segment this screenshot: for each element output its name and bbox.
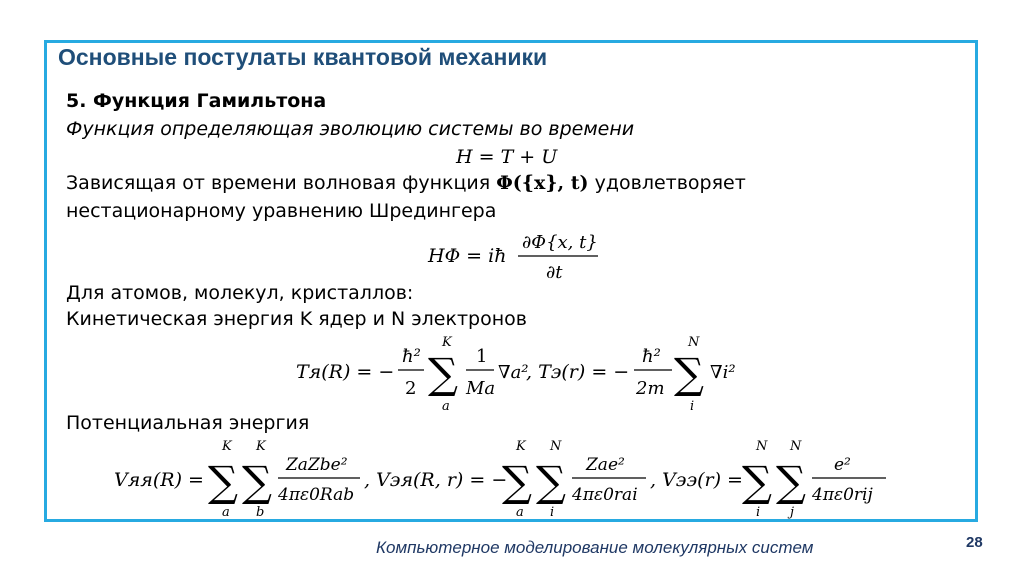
potential-ee-sum-i: i	[756, 505, 761, 520]
subtitle: Функция определяющая эволюцию системы во времени	[66, 118, 635, 140]
potential-nn-lhs: Vяя(R) =	[114, 469, 204, 491]
section-heading: 5. Функция Гамильтона	[66, 90, 327, 112]
potential-ne-denominator: 4πε0rai	[572, 485, 638, 505]
svg-text:∑: ∑	[502, 457, 532, 506]
kinetic-electron-lhs: , Tэ(r) = −	[526, 361, 630, 383]
potential-nn-numerator: ZaZbe²	[286, 455, 348, 475]
svg-text:∑: ∑	[536, 457, 566, 506]
svg-text:∑: ∑	[242, 457, 272, 506]
kinetic-sum-a: a	[442, 399, 450, 414]
kinetic-hbar2: ħ²	[402, 346, 421, 367]
potential-ee-sum-N1: N	[756, 439, 768, 454]
svg-text:∑: ∑	[208, 457, 238, 506]
text-time-dependent-part1: Зависящая от времени волновая функция	[66, 172, 491, 194]
text-time-dependent-part2: удовлетворяет	[594, 172, 746, 194]
kinetic-sum-i: i	[690, 399, 695, 414]
potential-ee-sum-j: j	[790, 505, 795, 520]
potential-nn-sum-K2: K	[256, 439, 266, 454]
footer-text: Компьютерное моделирование молекулярных систем	[376, 538, 814, 557]
text-time-dependent	[66, 172, 746, 194]
equation-potential	[110, 434, 910, 520]
page-number: 28	[966, 534, 983, 551]
kinetic-sum-N: N	[688, 335, 700, 350]
potential-nn-sum-K1: K	[222, 439, 232, 454]
kinetic-nabla-i: ∇i²	[710, 362, 736, 383]
schrodinger-denominator: ∂t	[546, 262, 563, 283]
potential-ne-sum-K: K	[516, 439, 526, 454]
wavefunction-symbol: Φ({x}, t)	[496, 172, 589, 194]
kinetic-hbar2-e: ħ²	[642, 346, 661, 367]
text-kinetic: Кинетическая энергия K ядер и N электронов	[66, 308, 527, 330]
schrodinger-lhs: HΦ = iħ	[428, 245, 507, 267]
text-schrodinger: нестационарному уравнению Шредингера	[66, 200, 497, 222]
kinetic-Ma: Ma	[466, 378, 496, 399]
potential-ee-sum-N2: N	[790, 439, 802, 454]
equation-kinetic	[290, 330, 750, 414]
potential-ee-denominator: 4πε0rij	[812, 485, 873, 505]
equation-hamiltonian: H = T + U	[456, 146, 558, 168]
potential-nn-sum-a: a	[222, 505, 230, 520]
equation-schrodinger	[420, 224, 620, 284]
potential-nn-denominator: 4πε0Rab	[278, 485, 355, 505]
potential-ne-sum-N: N	[550, 439, 562, 454]
slide-title: Основные постулаты квантовой механики	[58, 44, 548, 70]
potential-ne-sum-i: i	[550, 505, 555, 520]
potential-ee-lhs: , Vээ(r) =	[650, 469, 743, 491]
potential-nn-sum-b: b	[256, 505, 265, 520]
kinetic-nabla-a: ∇a²	[498, 362, 529, 383]
text-potential: Потенциальная энергия	[66, 412, 310, 434]
svg-text:∑: ∑	[776, 457, 806, 506]
kinetic-two: 2	[405, 378, 417, 399]
kinetic-nuclear-lhs: Tя(R) = −	[296, 361, 395, 383]
kinetic-sum-a-symbol: ∑	[428, 349, 458, 398]
text-atoms: Для атомов, молекул, кристаллов:	[66, 282, 414, 304]
schrodinger-numerator: ∂Φ{x, t}	[522, 232, 598, 253]
kinetic-sum-K: K	[442, 335, 452, 350]
potential-ne-sum-a: a	[516, 505, 524, 520]
svg-text:∑: ∑	[742, 457, 772, 506]
potential-ee-numerator: e²	[834, 455, 851, 475]
kinetic-one: 1	[476, 346, 488, 367]
kinetic-sum-i-symbol: ∑	[674, 349, 704, 398]
potential-ne-numerator: Zae²	[586, 455, 625, 475]
potential-ne-lhs: , Vэя(R, r) = −	[364, 469, 508, 491]
kinetic-2m: 2m	[636, 378, 665, 399]
